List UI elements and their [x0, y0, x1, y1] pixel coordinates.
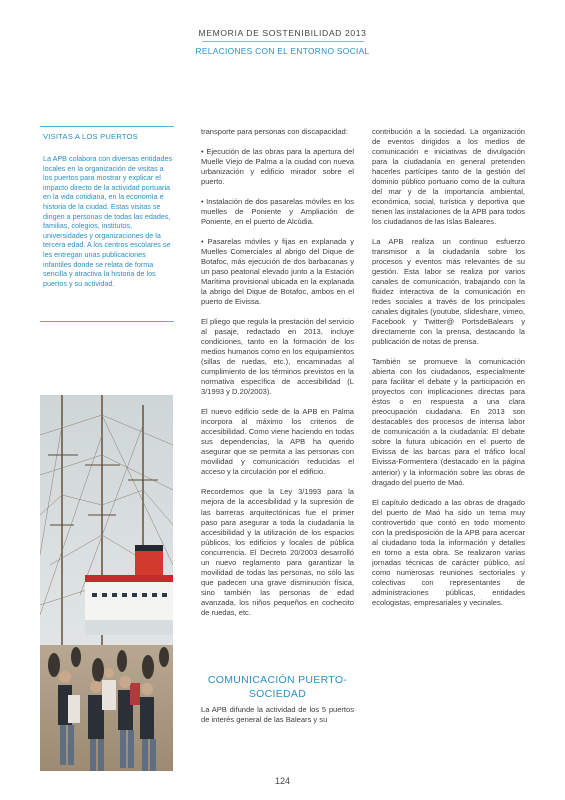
column-middle: [201, 127, 354, 628]
port-photo-illustration: [40, 395, 173, 771]
paragraph: contribución a la sociedad. La organización de eventos dirigidos a los medios de comunicación e iniciativas de divulgación para la ciudadanía en general pretenden hacerles partícipes tanto de la gestión del dominio público portuario como de la cultura del mar y de la importancia ambiental, económica, social, turística y deportiva que tienen las instalaciones de la APB para todos los ciudadanos de las Islas Baleares.: [372, 127, 525, 227]
sidebar-box: [40, 126, 174, 322]
paragraph: La APB realiza un continuo esfuerzo transmisor a la ciudadanía sobre los procesos y eventos más relevantes de su gestión. Esta labor se realiza por varios canales de comunicación, trabajando con la fluidez interactiva de la comunicación en redes sociales a través de los principales canales digitales (youtube, slideshare, vimeo, Facebook y Twitter@ PortsdeBalears y directamente con la prensa, destacando la publicación de notas de prensa.: [372, 237, 525, 347]
paragraph: También se promueve la comunicación abierta con los ciudadanos, especialmente para facilitar el debate y la participación en proyectos con implicaciones directas para éstos o en respuesta a una clara preocupación ciudadana. En 2013 son destacables dos procesos de intensa labor de comunicación a la ciudadanía: El debate sobre la futura ubicación en el puerto de Eivissa de las barcas para el tráfico local Eivissa-Formentera (destacado en la página anterior) y la información sobre las obras de dragado del puerto de Maó.: [372, 357, 525, 487]
column-right: [372, 127, 525, 618]
subsection-heading: COMUNICACIÓN PUERTO-SOCIEDAD: [207, 674, 348, 700]
bullet-item: • Instalación de dos pasarelas móviles en los muelles de Poniente y Ampliación de Poniente, en el puerto de Alcúdia.: [201, 197, 354, 227]
section-title: RELACIONES CON EL ENTORNO SOCIAL: [195, 46, 370, 56]
port-photo: [40, 395, 173, 771]
paragraph: La APB difunde la actividad de los 5 puertos de interés general de las Balears y su: [201, 705, 354, 724]
paragraph: El pliego que regula la prestación del servicio al pasaje, redactado en 2013, incluye condiciones, tanto en la formación de los medios humanos como en los equipamientos (sillas de ruedas, etc.), encaminadas al cumplimiento de los términos previstos en la normativa específica de accesibilidad (L 3/1993 y D.20/2003).: [201, 317, 354, 397]
sidebar-top-rule: [40, 126, 174, 127]
page-number: 124: [274, 776, 291, 786]
sidebar-title: VISITAS A LOS PUERTOS: [43, 132, 138, 141]
sidebar-bottom-rule: [40, 321, 174, 322]
paragraph: El capítulo dedicado a las obras de dragado del puerto de Maó ha sido un tema muy controvertido que contó en todo momento con la predisposición de la APB para acercar al ciudadano toda la información y detalles en torno a esta obra. Se realizaron varias jornadas técnicas de carácter público, así como numerosas reuniones sectoriales y colectivas con representantes de administraciones públicas, entidades ecologistas, empresariales y vecinales.: [372, 497, 525, 607]
paragraph: Recordemos que la Ley 3/1993 para la mejora de la accesibilidad y la supresión de las barreras arquitectónicas fue el primer paso para asegurar a toda la ciudadanía la accesibilidad y la utilización de los espacios públicos, los edificios y locales de pública concurrencia. El Decreto 20/2003 desarrolló un nuevo reglamento para garantizar la movilidad de todas las personas, no sólo las que padecen una grave disminución física, sino también las personas de edad avanzada, los niños pequeños en cochecito de ruedas, etc.: [201, 487, 354, 617]
sidebar-body: La APB colabora con diversas entidades locales en la organización de visitas a los puertos para mostrar y explicar el impacto directo de la actividad portuaria en la vida cotidiana, en la economía e historia de la ciudad. Estas visitas se dirigen a personas de todas las edades, familias, colegios, institutos, universidades y organizaciones de la tercera edad. A los centros escolares se les entregan unas publicaciones infantiles donde se relata de forma sencilla y atractiva la historia de los puertos y su actividad.: [43, 154, 173, 288]
header-divider: [202, 41, 364, 42]
doc-title: MEMORIA DE SOSTENIBILIDAD 2013: [198, 28, 367, 38]
bullet-item: • Ejecución de las obras para la apertura del Muelle Viejo de Palma a la ciudad con nueva urbanización y edificio mirador sobre el puerto.: [201, 147, 354, 187]
paragraph: transporte para personas con discapacidad:: [201, 127, 348, 136]
bullet-item: • Pasarelas móviles y fijas en explanada y Muelles Comerciales al abrigo del Dique de Botafoc, más ejecución de dos barbacanas y un paso peatonal elevado junto a la Estación Marítima provisional ubicada en la explanada la abrigo del Dique de Botafoc, ambos en el puerto de Eivissa.: [201, 237, 354, 307]
paragraph: El nuevo edificio sede de la APB en Palma incorpora al máximo los criterios de accesibilidad. Como viene haciendo en todas sus dependencias, la APB ha querido asegurar que se permita a las personas con movilidad y comunicación reducidas el acceso y la circulación por el edificio.: [201, 407, 354, 477]
